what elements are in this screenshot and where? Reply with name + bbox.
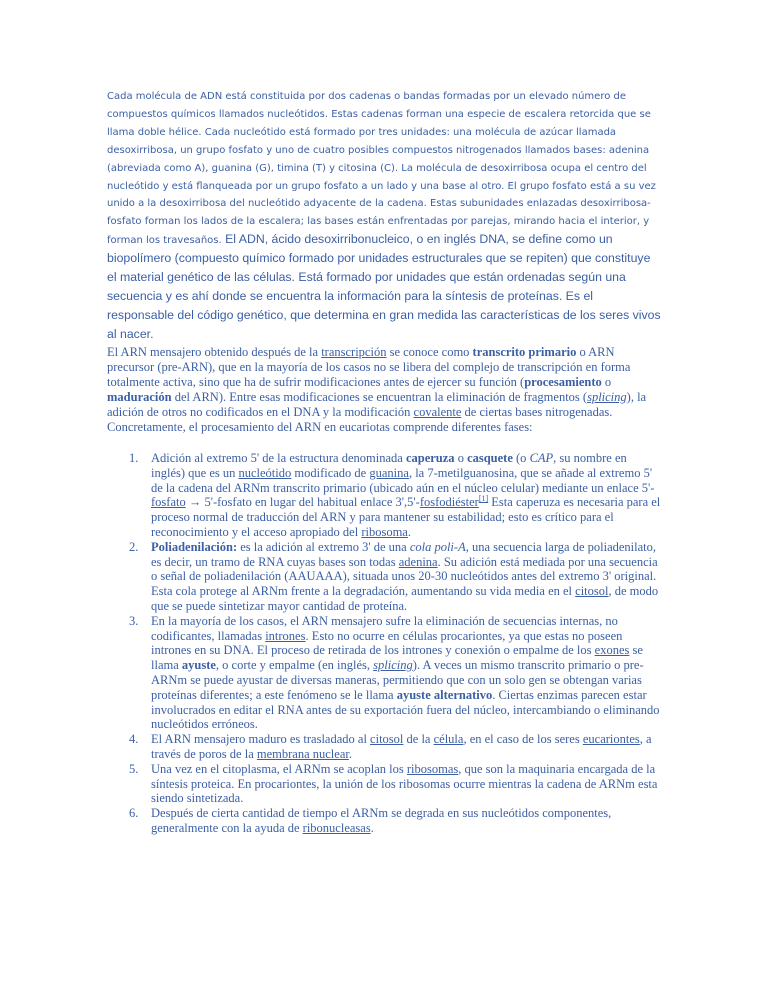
list-item — [107, 762, 662, 806]
dna-sentence: Estas cadenas forman una especie de escalera retorcida que se llama doble hélice. — [107, 108, 651, 138]
link-eucariontes[interactable]: eucariontes — [582, 732, 640, 747]
text: del ARN). Entre esas modificaciones se encuentran la eliminación de fragmentos ( — [171, 390, 588, 404]
list-number: 1. — [129, 451, 139, 465]
dna-sentence: El grupo fosfato está a su vez unido a la desoxirribosa del nucleótido adyacente de la cadena. — [107, 180, 656, 210]
footnote-ref[interactable]: [1] — [478, 494, 489, 504]
text: , su nombre en inglés) que es un — [151, 451, 627, 480]
list-item — [107, 614, 662, 732]
text: , en el caso de los seres — [463, 732, 583, 747]
list-number: 4. — [129, 732, 139, 747]
list-number: 5. — [129, 761, 139, 776]
text: . — [348, 746, 352, 761]
text: modificado de — [291, 465, 370, 480]
list-item — [107, 806, 662, 836]
dna-paragraph — [107, 88, 662, 345]
link-celula[interactable]: célula — [433, 732, 464, 747]
term-cap: CAP — [529, 451, 554, 465]
text: . Ciertas enzimas parecen estar involucrados en editar el RNA antes de su exportación fuera del núcleo, intercambiando o eliminando nucleótidos erróneos. — [151, 687, 660, 732]
term-transcrito-primario: transcrito primario — [472, 345, 577, 359]
list-item — [107, 732, 662, 762]
link-guanina[interactable]: guanina — [369, 465, 409, 480]
text: Adición al extremo 5' de la estructura denominada — [151, 451, 406, 465]
text: , a través de poros de la — [151, 732, 652, 761]
link-membrana-nuclear[interactable]: membrana nuclear — [256, 746, 349, 761]
link-splicing[interactable]: splicing — [373, 658, 413, 673]
link-adenina[interactable]: adenina — [398, 554, 438, 569]
link-transcripcion[interactable]: transcripción — [321, 345, 387, 359]
link-exones[interactable]: exones — [594, 643, 630, 658]
arn-intro-paragraph — [107, 345, 655, 435]
link-citosol[interactable]: citosol — [575, 584, 609, 599]
link-fosfodiester[interactable]: fosfodiéster — [419, 495, 479, 510]
term-casquete: casquete — [467, 451, 513, 465]
link-ribosomas[interactable]: ribosomas — [406, 761, 459, 776]
link-splicing[interactable]: splicing — [587, 390, 627, 404]
text: , que son la maquinaria encargada de la síntesis proteica. En procariontes, la unión de los ribosomas ocurre mientras la cadena de ARNm esta siendo sintetizada. — [151, 761, 658, 806]
list-number: 3. — [129, 613, 139, 628]
text: Una vez en el citoplasma, el ARNm se acoplan los — [151, 761, 407, 776]
text: de ciertas bases nitrogenadas. Concretamente, el procesamiento del ARN en eucariotas comprende diferentes fases: — [107, 405, 613, 434]
text: El ARN mensajero maduro es trasladado al — [151, 732, 371, 747]
term-caperuza: caperuza — [405, 451, 455, 465]
dna-sentence: Cada nucleótido está formado por tres unidades: una molécula de azúcar llamada desoxirribosa, un grupo fosfato y uno de cuatro posibles compuestos nitrogenados llamados bases: adenina (abreviada como A), guanina (G), timina (T) y citosina (C). — [107, 126, 650, 174]
text: es la adición al extremo 3' de una — [237, 539, 410, 554]
text: → 5'-fosfato en lugar del habitual enlace 3',5'- — [185, 495, 420, 510]
text: se conoce como — [386, 345, 473, 359]
link-covalente[interactable]: covalente — [413, 405, 462, 419]
dna-sentence: Estas subunidades enlazadas desoxirribosa-fosfato forman los lados de la escalera; las bases están enfrentadas por parejas, mirando hacia el interior, y forman los travesaños. — [107, 198, 651, 247]
dna-sentence: La molécula de desoxirribosa ocupa el centro del nucleótido y está flanqueada por un grupo fosfato a un lado y una base al otro. — [107, 162, 647, 192]
term-poliadenilacion: Poliadenilación: — [151, 539, 238, 554]
processing-steps-list — [107, 451, 662, 836]
text: se llama — [151, 643, 643, 673]
list-number: 6. — [129, 806, 139, 821]
term-ayuste-alternativo: ayuste alternativo — [396, 687, 493, 702]
link-nucleotido[interactable]: nucleótido — [238, 465, 292, 480]
link-fosfato[interactable]: fosfato — [151, 495, 186, 510]
text: o ARN precursor (pre-ARN), que en la mayoría de los casos no se libera del complejo de transcripción en forma totalmente activa, sino que ha de sufrir modificaciones antes de ejercer su función ( — [107, 345, 631, 389]
link-citosol[interactable]: citosol — [370, 732, 404, 747]
text: . Esto no ocurre en células procariontes, ya que estas no poseen intrones en su DNA. El proceso de retirada de los intrones y conexión o empalme de los — [151, 628, 623, 658]
text: de la — [403, 732, 434, 747]
term-ayuste: ayuste — [181, 658, 216, 673]
term-cola-poli-a: cola poli-A — [409, 539, 466, 554]
dna-sentence: Cada molécula de ADN está constituida por dos cadenas o bandas formadas por un elevado número de compuestos químicos llamados nucleótidos. — [107, 91, 627, 120]
term-procesamiento: procesamiento — [524, 375, 602, 389]
text: (o — [512, 451, 530, 465]
text: o — [454, 451, 468, 465]
list-number: 2. — [129, 539, 139, 554]
text: , la 7-metilguanosina, que se añade al extremo 5' de la cadena del ARNm transcrito primario (ubicado aún en el núcleo celular) mediante un enlace 5'- — [151, 465, 655, 495]
text: Esta caperuza es necesaria para el proceso normal de traducción del ARN y para mantener su estabilidad; esto es crítico para el reconocimiento y el acceso apropiado del — [151, 495, 661, 539]
text: , o corte y empalme (en inglés, — [215, 658, 374, 673]
term-maduracion: maduración — [107, 390, 172, 404]
text: . Su adición está mediada por una secuencia o señal de poliadenilación (AAUAAA), situada unos 20-30 nucleótidos antes del extremo 3' original. Esta cola protege al ARNm frente a la degradación, aumentando su vida media en el — [151, 554, 658, 599]
text: ), la adición de otros no codificados en el DNA y la modificación — [107, 390, 647, 419]
text: , una secuencia larga de poliadenilato, es decir, un tramo de RNA cuyas bases son todas — [151, 539, 657, 569]
link-ribosoma[interactable]: ribosoma — [361, 524, 408, 539]
text: . — [370, 820, 374, 835]
text: El ARN mensajero obtenido después de la — [107, 345, 322, 359]
text: . — [407, 524, 411, 539]
text: , de modo que se puede sintetizar mayor cantidad de proteína. — [151, 584, 659, 613]
list-item — [107, 540, 662, 614]
list-item — [107, 451, 662, 540]
text: o — [601, 375, 612, 389]
text: ). A veces un mismo transcrito primario o pre-ARNm se puede ayustar de diversas maneras, permitiendo que con un solo gen se obtengan varias proteínas diferentes; a este fenómeno se le llama — [151, 658, 644, 702]
dna-definition: El ADN, ácido desoxirribonucleico, o en inglés DNA, se define como un biopolímero (compuesto químico formado por unidades estructurales que se repiten) que constituye el material genético de las células. Está formado por unidades que están ordenadas según una secuencia y es ahí donde se encuentra la información para la síntesis de proteínas. Es el responsable del código genético, que determina en gran medida las características de los seres vivos al nacer. — [107, 232, 661, 341]
link-intrones[interactable]: intrones — [265, 628, 306, 643]
link-ribonucleasas[interactable]: ribonucleasas — [302, 820, 371, 835]
text: En la mayoría de los casos, el ARN mensajero sufre la eliminación de secuencias internas, no codificantes, llamadas — [151, 613, 618, 643]
text: Después de cierta cantidad de tiempo el ARNm se degrada en sus nucleótidos componentes, generalmente con la ayuda de — [151, 806, 612, 835]
